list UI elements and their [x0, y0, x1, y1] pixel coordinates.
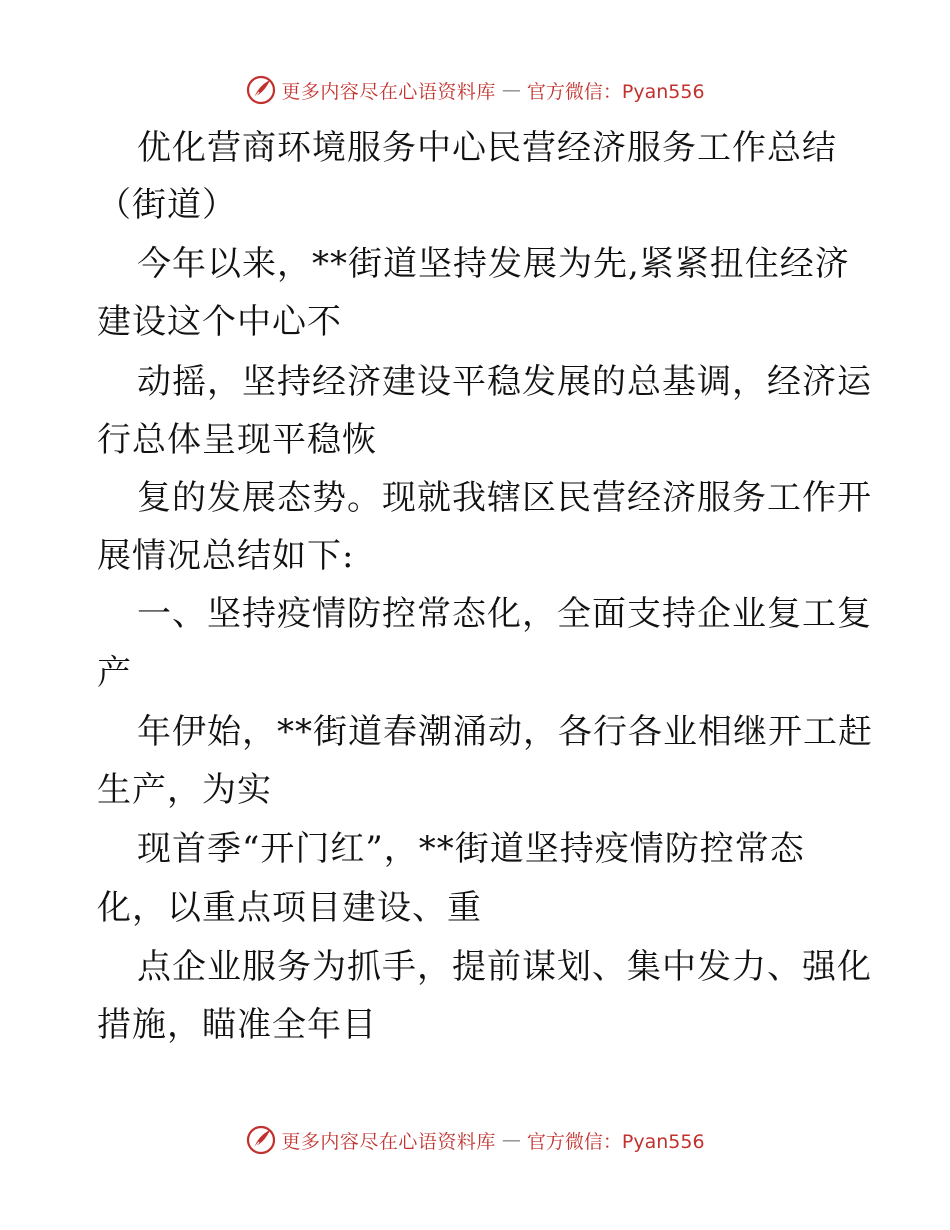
doc-paragraph-line: 生产，为实	[97, 770, 272, 810]
doc-paragraph-line: 现首季“开门红”，**街道坚持疫情防控常态	[137, 829, 805, 869]
header-banner-wechat: 官方微信：Pyan556	[526, 80, 705, 103]
doc-section-heading-line: 产	[97, 653, 132, 693]
doc-paragraph-line: 复的发展态势。现就我辖区民营经济服务工作开	[137, 478, 872, 518]
header-banner-text: 更多内容尽在心语资料库	[281, 80, 496, 103]
footer-banner-text: 更多内容尽在心语资料库	[281, 1130, 496, 1153]
doc-paragraph-line: 今年以来，**街道坚持发展为先,紧紧扭住经济	[137, 244, 850, 284]
doc-paragraph-line: 点企业服务为抓手，提前谋划、集中发力、强化	[137, 947, 872, 987]
doc-paragraph-line: 年伊始，**街道春潮涌动，各行各业相继开工赶	[137, 712, 873, 752]
doc-paragraph-line: 展情况总结如下:	[97, 536, 355, 576]
doc-paragraph-line: 化，以重点项目建设、重	[97, 888, 482, 928]
footer-banner	[0, 1120, 950, 1160]
header-banner-separator: —	[501, 79, 521, 101]
footer-banner-wechat: 官方微信：Pyan556	[526, 1130, 705, 1153]
header-banner-content	[245, 74, 704, 106]
doc-section-heading-line: 一、坚持疫情防控常态化，全面支持企业复工复	[137, 594, 872, 634]
footer-banner-separator: —	[501, 1129, 521, 1151]
doc-paragraph-line: 建设这个中心不	[97, 302, 342, 342]
doc-paragraph-line: 行总体呈现平稳恢	[97, 420, 377, 460]
doc-paragraph-line: 动摇，坚持经济建设平稳发展的总基调，经济运	[137, 362, 872, 402]
footer-banner-content	[245, 1124, 704, 1156]
doc-paragraph-line: 措施，瞄准全年目	[97, 1005, 377, 1045]
quill-logo-icon	[245, 74, 277, 106]
doc-title-line-1: 优化营商环境服务中心民营经济服务工作总结	[137, 128, 837, 168]
header-banner	[0, 70, 950, 110]
doc-title-line-2: （街道）	[97, 185, 237, 225]
quill-logo-icon	[245, 1124, 277, 1156]
